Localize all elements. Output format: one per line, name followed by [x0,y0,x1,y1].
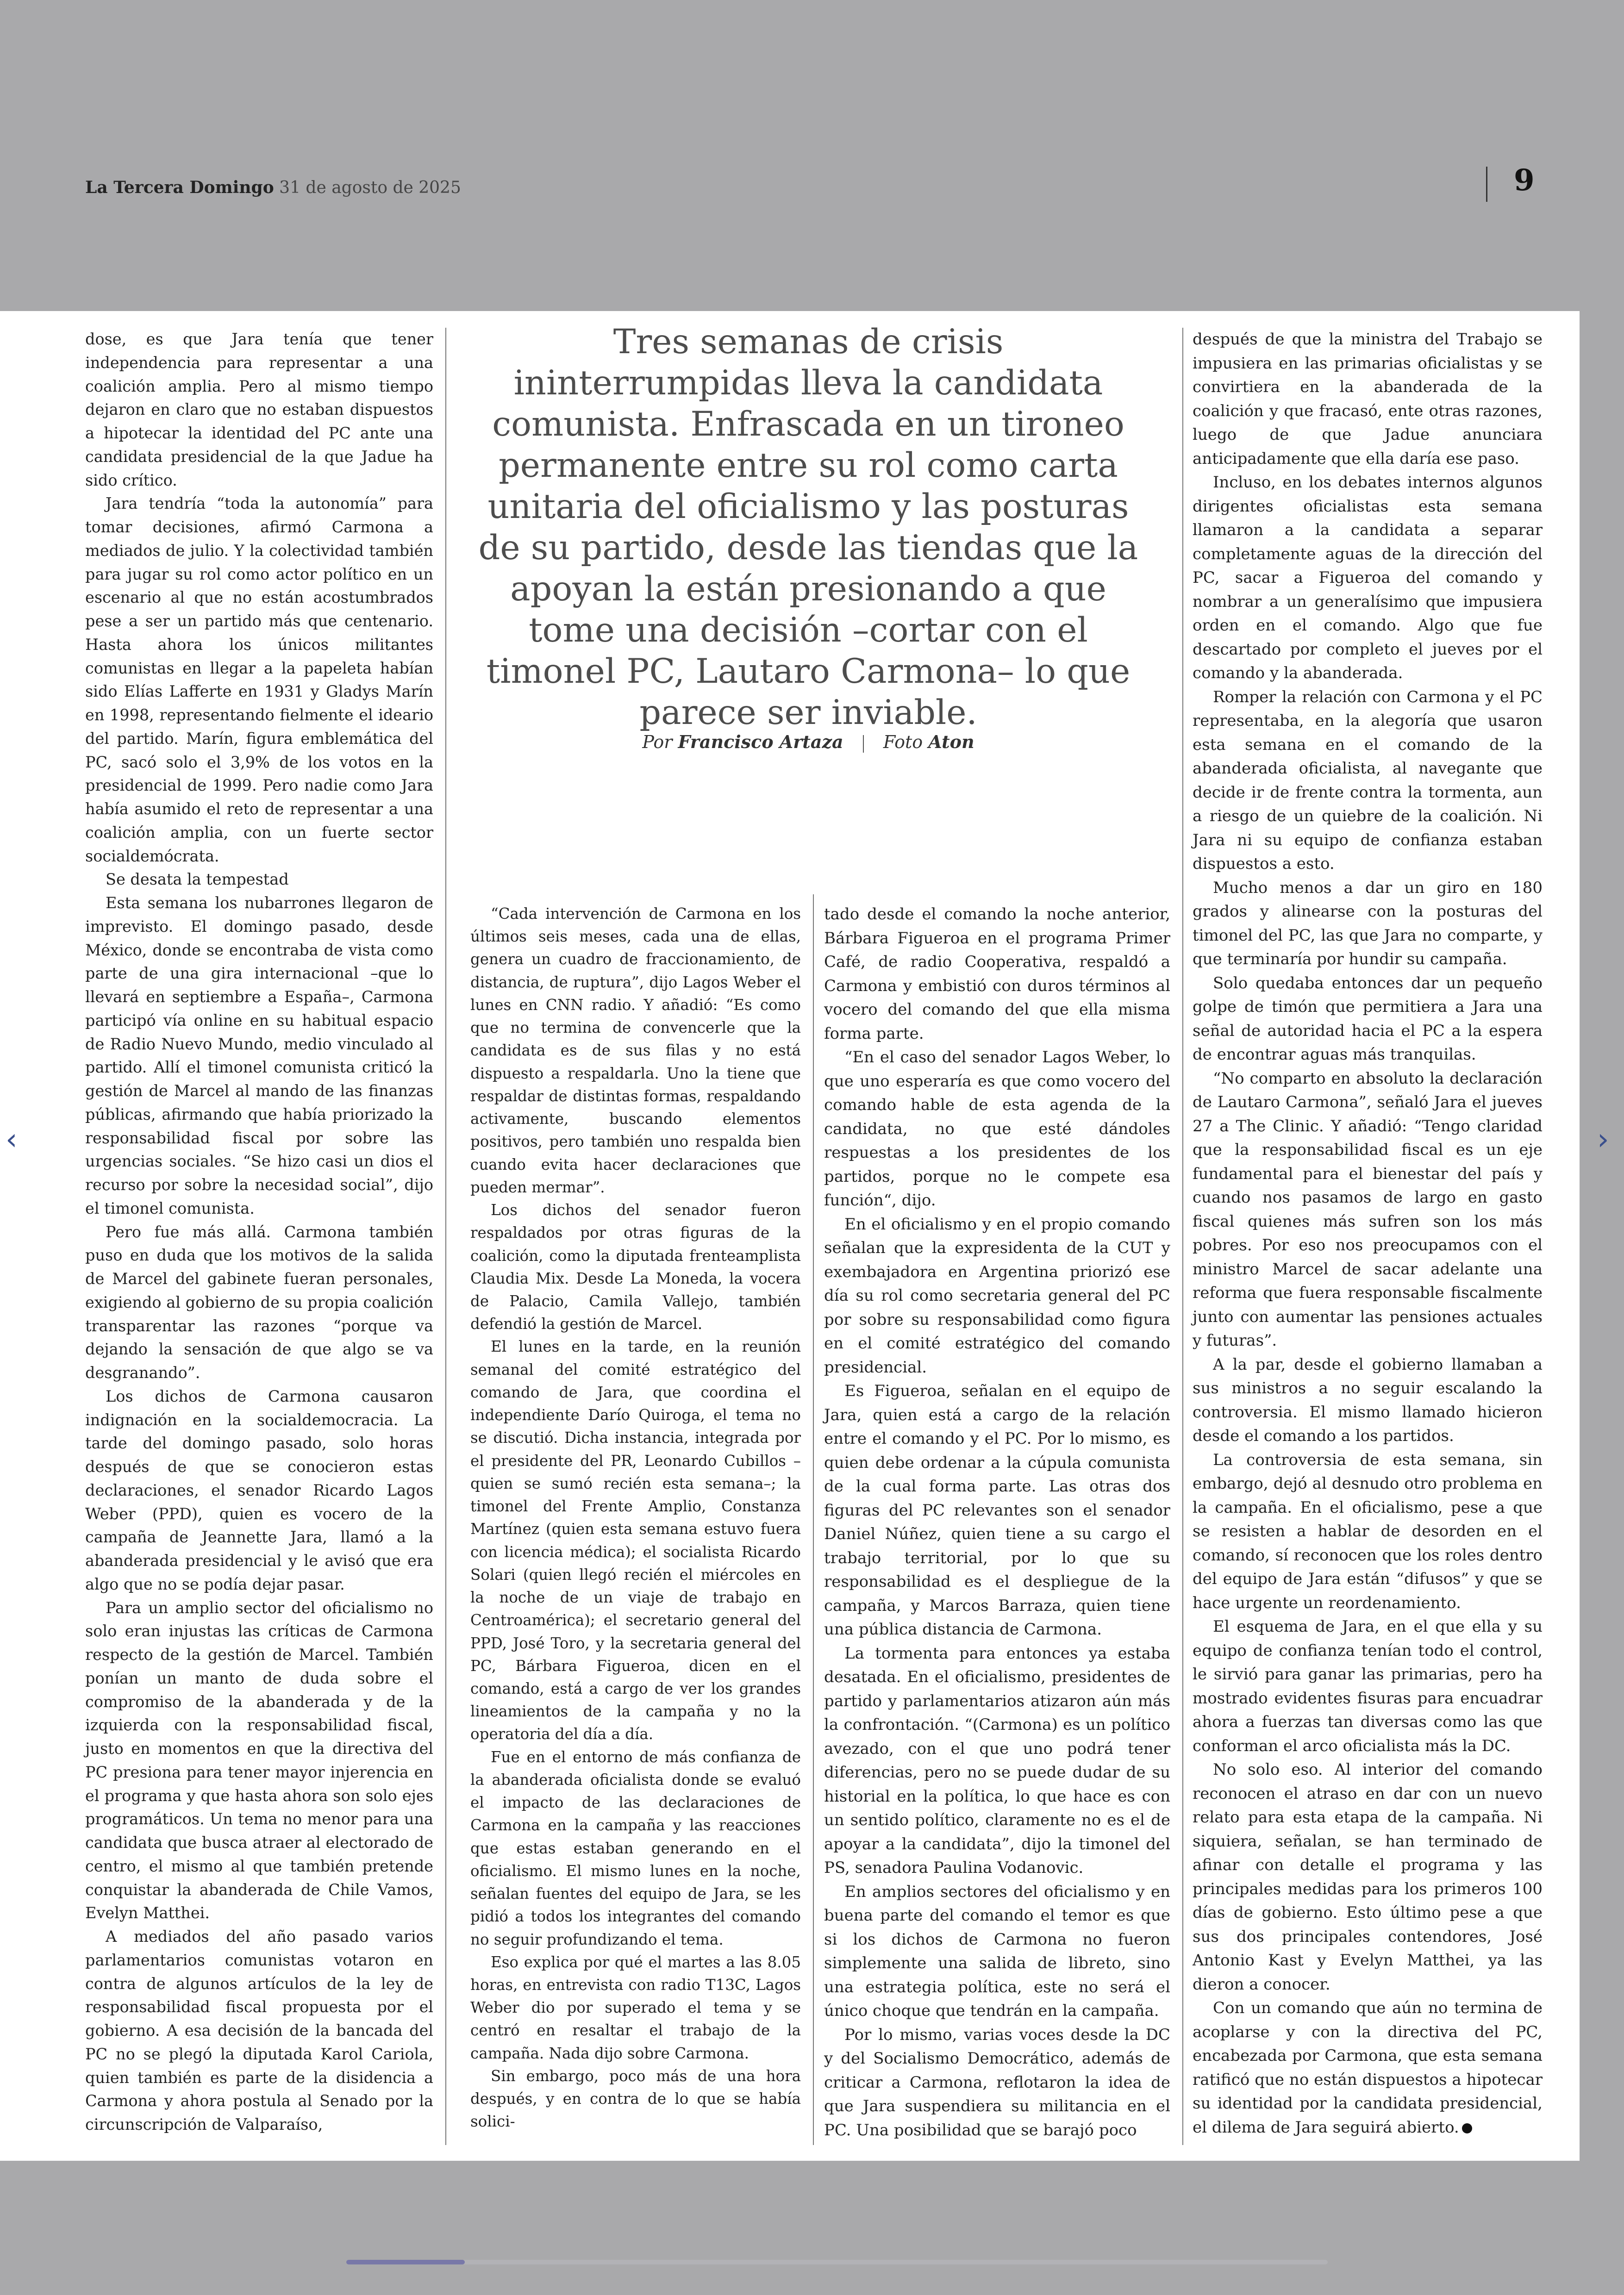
column-rule [445,328,446,2145]
byline [470,731,1146,753]
final-paragraph [1193,1996,1543,2139]
paragraph: Para un amplio sector del oficialismo no solo eran injustas las críticas de Carmona respecto de la gestión de Marcel. También ponían un manto de duda sobre el compromiso de la abanderada y de la izquierda con la responsabilidad fiscal, justo en momentos en que la directiva del PC presiona para tener mayor injerencia en el programa y que hasta ahora son solo ejes programáticos. Un tema no menor para una candidata que busca atraer al electorado de centro, el mismo al que también pretende conquistar la abanderada de Chile Vamos, Evelyn Matthei. [85,1598,433,1922]
paragraph: La tormenta para entonces ya estaba desatada. En el oficialismo, presidentes de partido y parlamentarios atizaron aún más la confrontación. “(Carmona) es un político avezado, con el que uno podrá tener diferencias, pero no se puede dudar de su historial en la política, lo que hace es con un sentido político, claramente no es el de apoyar a la candidata”, dijo la timonel del PS, senadora Paulina Vodanovic. [824,1644,1170,1877]
next-page-arrow-icon[interactable]: › [1597,1123,1609,1157]
paragraph: A mediados del año pasado varios parlamentarios comunistas votaron en contra de algunos artículos de la ley de responsabilidad fiscal propuesta por el gobierno. A esa decisión de la bancada del PC no se plegó la diputada Karol Cariola, quien también es parte de la disidencia a Carmona y ahora postula al Senado por la circunscripción de Valparaíso, [85,1927,433,2133]
end-of-article-icon [1462,2123,1472,2133]
issue-date: 31 de agosto de 2025 [279,178,461,197]
paragraph: Pero fue más allá. Carmona también puso en duda que los motivos de la salida de Marcel del gabinete fueran personales, exigiendo al gobierno de su propia coalición transparentar las razones “porque va dejando la sensación de que algo se va desgranando”. [85,1222,433,1382]
previous-page-arrow-icon[interactable]: ‹ [6,1123,18,1157]
paragraph: Jara tendría “toda la autonomía” para tomar decisiones, afirmó Carmona a mediados de julio. Y la colectividad también para jugar su rol como actor político en un escenario al que no están acostumbrados pese a ser un partido más que centenario. Hasta ahora los únicos militantes comunistas en llegar a la papeleta habían sido Elías Lafferte en 1931 y Gladys Marín en 1998, representando fielmente el ideario del partido. Marín, figura emblemática del PC, sacó solo el 3,9% de los votos en la presidencial de 1999. Pero nadie como Jara había asumido el reto de representar a una coalición amplia, con un fuerte sector socialdemócrata. [85,494,433,865]
paragraph: “Cada intervención de Carmona en los últimos seis meses, cada una de ellas, genera un cuadro de fraccionamiento, de distancia, de ruptura”, dijo Lagos Weber el lunes en CNN radio. Y añadió: “Es como que no termina de convencerle que la candidata es de sus filas y no está dispuesto a respaldarla. Uno la tiene que respaldar de distintas formas, respaldando activamente, buscando elementos positivos, pero también uno respalda bien cuando evita hacer declaraciones que pueden mermar”. [470,905,801,1196]
paragraph: “En el caso del senador Lagos Weber, lo que uno esperaría es que como vocero del comando hable de esta agenda de la candidata, no que esté dándoles respuestas a los presidentes de los partidos, porque no le compete esa función“, dijo. [824,1048,1170,1210]
byline-author: Francisco Artaza [678,731,843,752]
photo-credit: Aton [928,731,974,752]
paragraph: Los dichos de Carmona causaron indignación en la socialdemocracia. La tarde del domingo pasado, solo horas después de que se conocieron estas declaraciones, el senador Ricardo Lagos Weber (PPD), quien es vocero de la campaña de Jeannette Jara, llamó a la abanderada presidencial y le avisó que era algo que no se podía dejar pasar. [85,1387,433,1593]
paragraph: Solo quedaba entonces dar un pequeño golpe de timón que permitiera a Jara una señal de autoridad hacia el PC a la espera de encontrar aguas más tranquilas. [1193,973,1543,1064]
publication-name: La Tercera Domingo [85,178,274,197]
page-number-divider [1486,167,1487,202]
photo-prefix: Foto [883,732,923,752]
paragraph: Mucho menos a dar un giro en 180 grados y alinearse con la posturas del timonel del PC, las que Jara no comparte, y que terminaría por hundir su campaña. [1193,878,1543,968]
paragraph: No solo eso. Al interior del comando reconocen el atraso en dar con un nuevo relato para esta etapa de la campaña. Ni siquiera, señalan, se han terminado de afinar con detalle el programa y las principales medidas para los primeros 100 días de gobierno. Esto último pese a que sus dos principales contendores, José Antonio Kast y Evelyn Matthei, ya las dieron a conocer. [1193,1760,1543,1994]
byline-prefix: Por [642,732,673,752]
paragraph: El lunes en la tarde, en la reunión semanal del comité estratégico del comando de Jara, que coordina el independiente Darío Quiroga, el tema no se discutió. Dicha instancia, integrada por el presidente del PR, Leonardo Cubillos –quien se sumó recién esta semana–; la timonel del Frente Amplio, Constanza Martínez (quien esta semana estuvo fuera con licencia médica); el socialista Ricardo Solari (quien llegó recién el miércoles en la noche de un viaje de trabajo en Centroamérica); el secretario general del PPD, José Toro, y la secretaria general del PC, Bárbara Figueroa, dicen en el comando, está a cargo de ver los grandes lineamientos de la campaña y no la operatoria del día a día. [470,1338,801,1743]
paragraph: Por lo mismo, varias voces desde la DC y del Socialismo Democrático, además de criticar a Carmona, reflotaron la idea de que Jara suspendiera su militancia en el PC. Una posibilidad que se barajó poco [824,2025,1170,2139]
paragraph: Es Figueroa, señalan en el equipo de Jara, quien está a cargo de la relación entre el comando y el PC. Por lo mismo, es quien debe ordenar a la cúpula comunista de la cual forma parte. Las otras dos figuras del PC relevantes son el senador Daniel Núñez, quien tiene a su cargo el trabajo territorial, por lo que su responsabilidad es el despliegue de la campaña, y Marcos Barraza, quien tiene una pública distancia de Carmona. [824,1382,1170,1639]
paragraph: La controversia de esta semana, sin embargo, dejó al desnudo otro problema en la campaña. En el oficialismo, pese a que se resisten a hablar de desorden en el comando, sí reconocen que los roles dentro del equipo de Jara están “difusos” y que se hace urgente un reordenamiento. [1193,1450,1543,1612]
paragraph: dose, es que Jara tenía que tener independencia para representar a una coalición amplia. Pero al mismo tiempo dejaron en claro que no estaban dispuestos a hipotecar la identidad del PC ante una candidata presidencial de la que Jadue ha sido crítico. [85,330,433,489]
paragraph: Los dichos del senador fueron respaldados por otras figuras de la coalición, como la diputada frenteamplista Claudia Mix. Desde La Moneda, la vocera de Palacio, Camila Vallejo, también defendió la gestión de Marcel. [470,1201,801,1333]
viewer-bottom-area [0,2161,1624,2295]
article-column-3 [824,903,1170,2142]
article-column-1 [85,328,433,2137]
paragraph: Incluso, en los debates internos algunos dirigentes oficialistas esta semana llamaron a la candidata a separar completamente aguas de la dirección del PC, sacar a Figueroa del comando y nombrar a un generalísimo que impusiera orden en el comando. Algo que fue descartado por completo el jueves por el comando y la abanderada. [1193,473,1543,682]
paragraph: A la par, desde el gobierno llamaban a sus ministros a no seguir escalando la controversia. El mismo llamado hicieron desde el comando a los partidos. [1193,1355,1543,1445]
paragraph: Fue en el entorno de más confianza de la abanderada oficialista donde se evaluó el impacto de las declaraciones de Carmona en la campaña y las reacciones que estas estaban generando en el oficialismo. El mismo lunes en la noche, señalan fuentes del equipo de Jara, se les pidió a todos los integrantes del comando no seguir profundizando el tema. [470,1748,801,1948]
page-scrollbar-thumb[interactable] [346,2260,465,2264]
paragraph: “No comparto en absoluto la declaración de Lautaro Carmona”, señaló Jara el jueves 27 a The Clinic. Y añadió: “Tengo claridad que la responsabilidad fiscal es un eje fundamental para el bienestar del país y cuando nos pasamos de largo en gasto fiscal quienes más sufren son los más pobres. Por eso nos preocupamos con el ministro Marcel de sacar adelante una reforma que fuera responsable fiscalmente junto con aumentar las pensiones actuales y futuras”. [1193,1069,1543,1350]
column-rule [1182,328,1183,2145]
viewer-top-area [0,0,1624,311]
paragraph: Esta semana los nubarrones llegaron de imprevisto. El domingo pasado, desde México, donde se encontraba de vista como parte de una gira internacional –que lo llevará en septiembre a España–, Carmona participó vía online en su habitual espacio de Radio Nuevo Mundo, medio vinculado al partido. Allí el timonel comunista criticó la gestión de Marcel al mando de las finanzas públicas, afirmando que había priorizado la responsabilidad fiscal por sobre las urgencias sociales. “Se hizo casi un dios el recurso por sobre la necesidad social”, dijo el timonel comunista. [85,894,433,1217]
paragraph: tado desde el comando la noche anterior, Bárbara Figueroa en el programa Primer Café, de radio Cooperativa, respaldó a Carmona y embistió con duros términos al vocero del comando del que ella misma forma parte. [824,905,1170,1043]
paragraph: En amplios sectores del oficialismo y en buena parte del comando el temor es que si los dichos de Carmona no fueron simplemente una salida de libreto, sino una estrategia política, este no será el único choque que tendrán en la campaña. [824,1882,1170,2020]
page-scrollbar-track[interactable] [346,2260,1328,2264]
column-rule [813,894,814,2145]
paragraph-text: Con un comando que aún no termina de acoplarse y con la directiva del PC, encabezada por Carmona, que esta semana ratificó que no están dispuestos a hipotecar su identidad por la candidata presidencial, el dilema de Jara seguirá abierto. [1193,1999,1543,2137]
article-lead: Tres semanas de crisis ininterrumpidas lleva la candidata comunista. Enfrascada en un tironeo permanente entre su rol como carta unitaria del oficialismo y las posturas de su partido, desde las tiendas que la apoyan la están presionando a que tome una decisión –cortar con el timonel PC, Lautaro Carmona– lo que parece ser inviable. [478,322,1138,732]
newspaper-page [0,311,1580,2161]
paragraph: Eso explica por qué el martes a las 8.05 horas, en entrevista con radio T13C, Lagos Weber dio por superado el tema y se centró en resaltar el trabajo de la campaña. Nada dijo sobre Carmona. [470,1953,801,2062]
section-subhead: Se desata la tempestad [106,870,289,889]
paragraph: En el oficialismo y en el propio comando señalan que la expresidenta de la CUT y exembajadora en Argentina priorizó ese día su rol como secretaria general del PC por sobre su responsabilidad como figura en el comité estratégico del comando presidencial. [824,1215,1170,1377]
paragraph: Sin embargo, poco más de una hora después, y en contra de lo que se había solici- [470,2067,801,2131]
masthead [85,178,461,197]
byline-separator [863,735,864,753]
article-column-2 [470,903,801,2133]
paragraph: El esquema de Jara, en el que ella y su equipo de confianza tenían todo el control, le sirvió para ganar las primarias, pero ha mostrado evidentes fisuras para encuadrar ahora a fuerzas tan diversas como las que conforman el arco oficialista más la DC. [1193,1617,1543,1755]
page-number: 9 [1514,163,1535,198]
paragraph: después de que la ministra del Trabajo se impusiera en las primarias oficialistas y se convirtiera en la abanderada de la coalición y que fracasó, ente otras razones, luego de que Jadue anunciara anticipadamente que ella daría ese paso. [1193,330,1543,468]
article-column-4 [1193,328,1543,2139]
paragraph: Romper la relación con Carmona y el PC representaba, en la alegoría que usaron esta semana en el comando de la abanderada oficialista, al navegante que decide ir de frente contra la tormenta, aun a riesgo de un quiebre de la coalición. Ni Jara ni su equipo de confianza estaban dispuestos a esto. [1193,687,1543,873]
